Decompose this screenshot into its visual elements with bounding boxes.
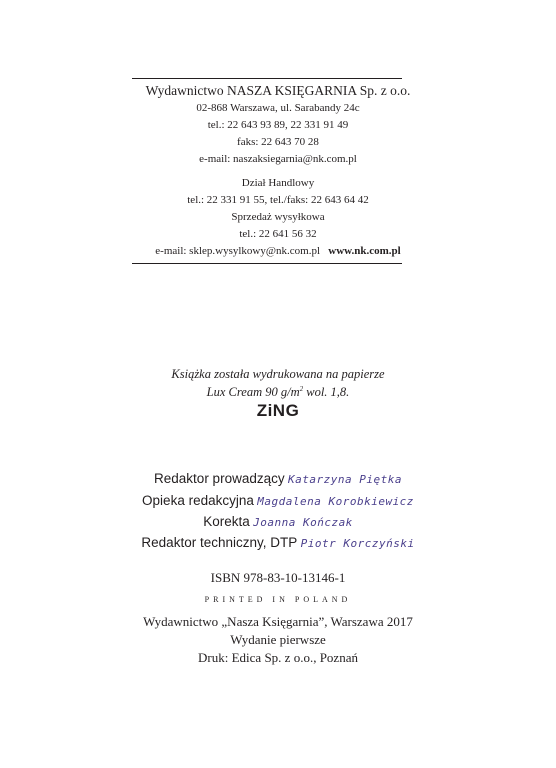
credit-line-managing-editor: [0, 471, 556, 487]
publisher-address: 02-868 Warszawa, ul. Sarabandy 24c: [196, 102, 360, 114]
credit-line-technical-editor: [0, 535, 556, 551]
mail-order-email: e-mail: sklep.wysylkowy@nk.com.pl: [155, 245, 321, 257]
publisher-name: Wydawnictwo NASZA KSIĘGARNIA Sp. z o.o.: [145, 83, 411, 98]
paper-name: Lux Cream 90 g/m: [206, 385, 300, 400]
isbn: ISBN 978-83-10-13146-1: [210, 570, 346, 585]
printer-info: Druk: Edica Sp. z o.o., Poznań: [198, 650, 358, 665]
printed-in-poland: PRINTED IN POLAND: [204, 595, 352, 604]
paper-note-line1: Książka została wydrukowana na papierze: [171, 367, 385, 381]
sales-dept-heading: Dział Handlowy: [241, 177, 315, 189]
paper-volume: wol. 1,8.: [303, 385, 350, 400]
publisher-email: e-mail: naszaksiegarnia@nk.com.pl: [199, 153, 357, 165]
publication-info: Wydawnictwo „Nasza Księgarnia”, Warszawa 2017: [143, 614, 413, 629]
publisher-phone: tel.: 22 643 93 89, 22 331 91 49: [207, 119, 349, 131]
credit-person: Katarzyna Piętka: [287, 473, 402, 486]
credit-role: Redaktor prowadzący: [154, 471, 285, 486]
credit-person: Piotr Korczyński: [300, 537, 415, 550]
credit-person: Magdalena Korobkiewicz: [257, 495, 414, 508]
zing-logo: ZiNG: [256, 401, 300, 420]
publisher-fax: faks: 22 643 70 28: [237, 136, 319, 148]
sales-dept-phone: tel.: 22 331 91 55, tel./faks: 22 643 64 42: [187, 194, 369, 206]
mail-order-phone: tel.: 22 641 56 32: [239, 228, 317, 240]
credit-role: Redaktor techniczny, DTP: [141, 535, 298, 550]
imprint-bottom-rule: [132, 263, 402, 264]
credit-role: Korekta: [203, 514, 250, 529]
imprint-top-rule: [132, 78, 402, 79]
mail-order-contact: [0, 245, 556, 257]
website-link: www.nk.com.pl: [328, 245, 401, 257]
paper-unit-superscript: 2: [299, 385, 304, 393]
credit-person: Joanna Kończak: [253, 516, 353, 529]
edition-info: Wydanie pierwsze: [230, 632, 326, 647]
paper-note-line2: [0, 385, 556, 400]
mail-order-heading: Sprzedaż wysyłkowa: [231, 211, 325, 223]
credit-line-proofreading: [0, 514, 556, 530]
credit-line-editorial-care: [0, 493, 556, 509]
credit-role: Opieka redakcyjna: [142, 493, 254, 508]
